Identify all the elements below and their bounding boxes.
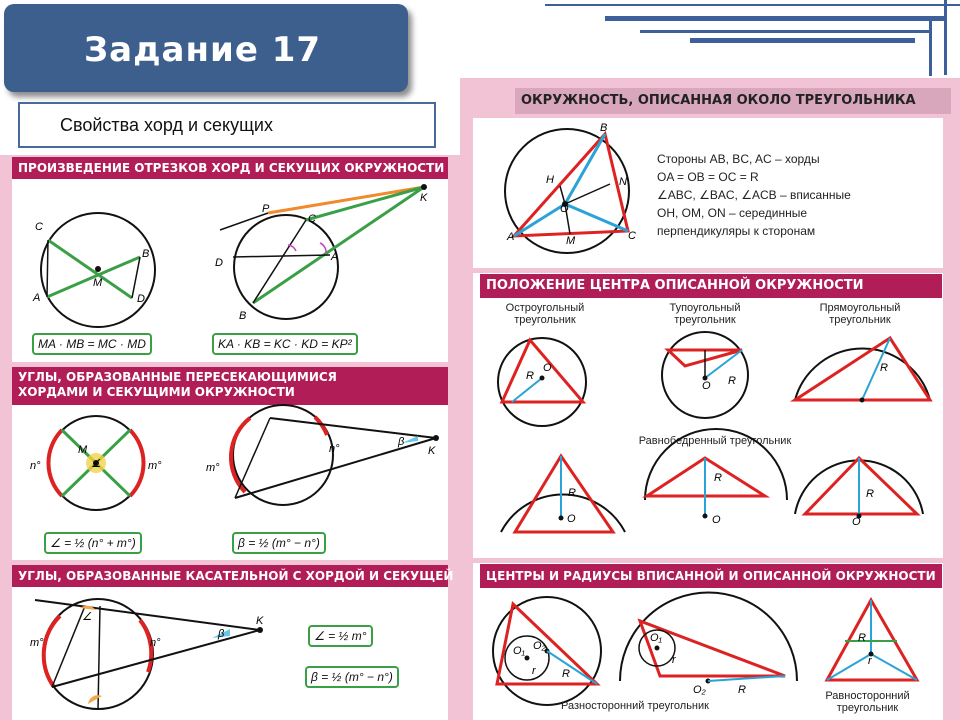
label-alpha2: ∠	[82, 611, 92, 623]
label-K3: K	[256, 615, 264, 627]
label-n3: n°	[150, 637, 161, 649]
label-O2-b: O₂	[693, 684, 706, 696]
center-header: ПОЛОЖЕНИЕ ЦЕНТРА ОПИСАННОЙ ОКРУЖНОСТИ	[480, 274, 942, 298]
caption-scalene: Разносторонний треугольник	[561, 700, 709, 712]
tangent-diagram	[30, 592, 280, 717]
note-1: Стороны AB, BC, AC – хорды	[657, 152, 820, 166]
label-B: B	[142, 248, 150, 260]
note-5: перпендикуляры к сторонам	[657, 224, 816, 238]
main-header: ОКРУЖНОСТЬ, ОПИСАННАЯ ОКОЛО ТРЕУГОЛЬНИКА	[515, 88, 951, 114]
formula-chords: MA · MB = MC · MD	[32, 333, 152, 355]
label-m3: m°	[30, 637, 44, 649]
inscribed-header: ЦЕНТРЫ И РАДИУСЫ ВПИСАННОЙ И ОПИСАННОЙ ОКРУЖНОСТИ	[480, 564, 942, 588]
label-R7: R	[562, 668, 570, 680]
label-M3: M	[566, 235, 576, 247]
label-R5: R	[714, 472, 722, 484]
label-O1-b: O₁	[650, 632, 663, 644]
label-C3: C	[628, 230, 636, 242]
label-beta: β	[398, 436, 405, 448]
label-P: P	[262, 203, 270, 215]
center-positions-diagram	[490, 330, 940, 430]
label-O2-inscribed: O₂	[533, 640, 546, 652]
label-R2: R	[728, 375, 736, 387]
chords-diagram	[20, 185, 440, 355]
label-n: n°	[30, 460, 41, 472]
label-M2: M	[78, 444, 88, 456]
label-D: D	[137, 293, 145, 305]
label-O: O	[560, 203, 569, 215]
decor-vline-1	[944, 0, 947, 75]
label-B2: B	[239, 310, 247, 322]
inscribed-diagram	[485, 596, 935, 696]
isosceles-diagram	[495, 450, 945, 545]
caption-acute: Остроугольный треугольник	[505, 302, 585, 326]
caption-obtuse: Тупоугольный треугольник	[669, 302, 741, 326]
label-C: C	[35, 221, 43, 233]
label-R1: R	[526, 370, 534, 382]
decor-line-4	[690, 38, 915, 43]
section2-header: УГЛЫ, ОБРАЗОВАННЫЕ ПЕРЕСЕКАЮЩИМИСЯ ХОРДАМИ И СЕКУЩИМИ ОКРУЖНОСТИ	[12, 367, 448, 405]
caption-right: Прямоугольный треугольник	[819, 302, 901, 326]
label-n2: n°	[329, 443, 340, 455]
caption-equilateral: Равносторонний треугольник	[825, 690, 910, 714]
formula-angle-secants: β = ½ (m° − n°)	[232, 532, 326, 554]
decor-line-2	[605, 16, 945, 21]
label-A: A	[33, 292, 41, 304]
formula-tangent-angle: ∠ = ½ m°	[308, 625, 373, 647]
slide-subtitle: Свойства хорд и секущих	[60, 115, 273, 135]
notes-list	[657, 150, 851, 240]
formula-secants: KA · KB = KC · KD = KP²	[212, 333, 358, 355]
label-O6: O	[852, 516, 861, 528]
label-O5: O	[712, 514, 721, 526]
label-C2: C	[308, 213, 316, 225]
label-R3: R	[880, 362, 888, 374]
label-O1-inscribed: O₁	[513, 645, 526, 657]
label-O2: O	[702, 380, 711, 392]
label-O4: O	[567, 513, 576, 525]
label-A2: A	[331, 251, 339, 263]
label-r3: r	[868, 655, 872, 667]
label-r1: r	[532, 665, 536, 677]
slide-title: Задание 17	[84, 30, 322, 70]
label-K: K	[420, 192, 428, 204]
note-2: OA = OB = OC = R	[657, 170, 759, 184]
section1-header: ПРОИЗВЕДЕНИЕ ОТРЕЗКОВ ХОРД И СЕКУЩИХ ОКРУЖНОСТИ	[12, 157, 448, 179]
formula-angle-chords: ∠ = ½ (n° + m°)	[44, 532, 142, 554]
label-R6: R	[866, 488, 874, 500]
label-N: N	[619, 176, 627, 188]
label-m2: m°	[206, 462, 220, 474]
label-R4: R	[568, 487, 576, 499]
caption-isosceles: Равнобедренный треугольник	[638, 435, 792, 447]
note-4: OH, OM, ON – серединные	[657, 206, 808, 220]
decor-line-3	[640, 30, 930, 33]
slide-subtitle-box	[18, 102, 436, 148]
formula-tangent-secant: β = ½ (m° − n°)	[305, 666, 399, 688]
label-R9: R	[858, 632, 866, 644]
section3-header: УГЛЫ, ОБРАЗОВАННЫЕ КАСАТЕЛЬНОЙ С ХОРДОЙ И СЕКУЩЕЙ	[12, 565, 448, 587]
label-O1: O	[543, 362, 552, 374]
label-M: M	[93, 277, 103, 289]
label-beta2: β	[218, 628, 225, 640]
label-D2: D	[215, 257, 223, 269]
label-R8: R	[738, 684, 746, 696]
note-3: ∠ABC, ∠BAC, ∠ACB – вписанные	[657, 188, 851, 202]
label-m: m°	[148, 460, 162, 472]
label-B3: B	[600, 122, 608, 134]
decor-line-1	[545, 4, 960, 6]
label-H: H	[546, 174, 554, 186]
label-K2: K	[428, 445, 436, 457]
label-r2: r	[672, 654, 676, 666]
slide-title-box	[4, 4, 408, 92]
angles-chords-diagram	[40, 410, 450, 520]
label-A3: A	[507, 231, 515, 243]
label-alpha: ∠	[91, 458, 101, 470]
decor-vline-2	[929, 16, 932, 76]
